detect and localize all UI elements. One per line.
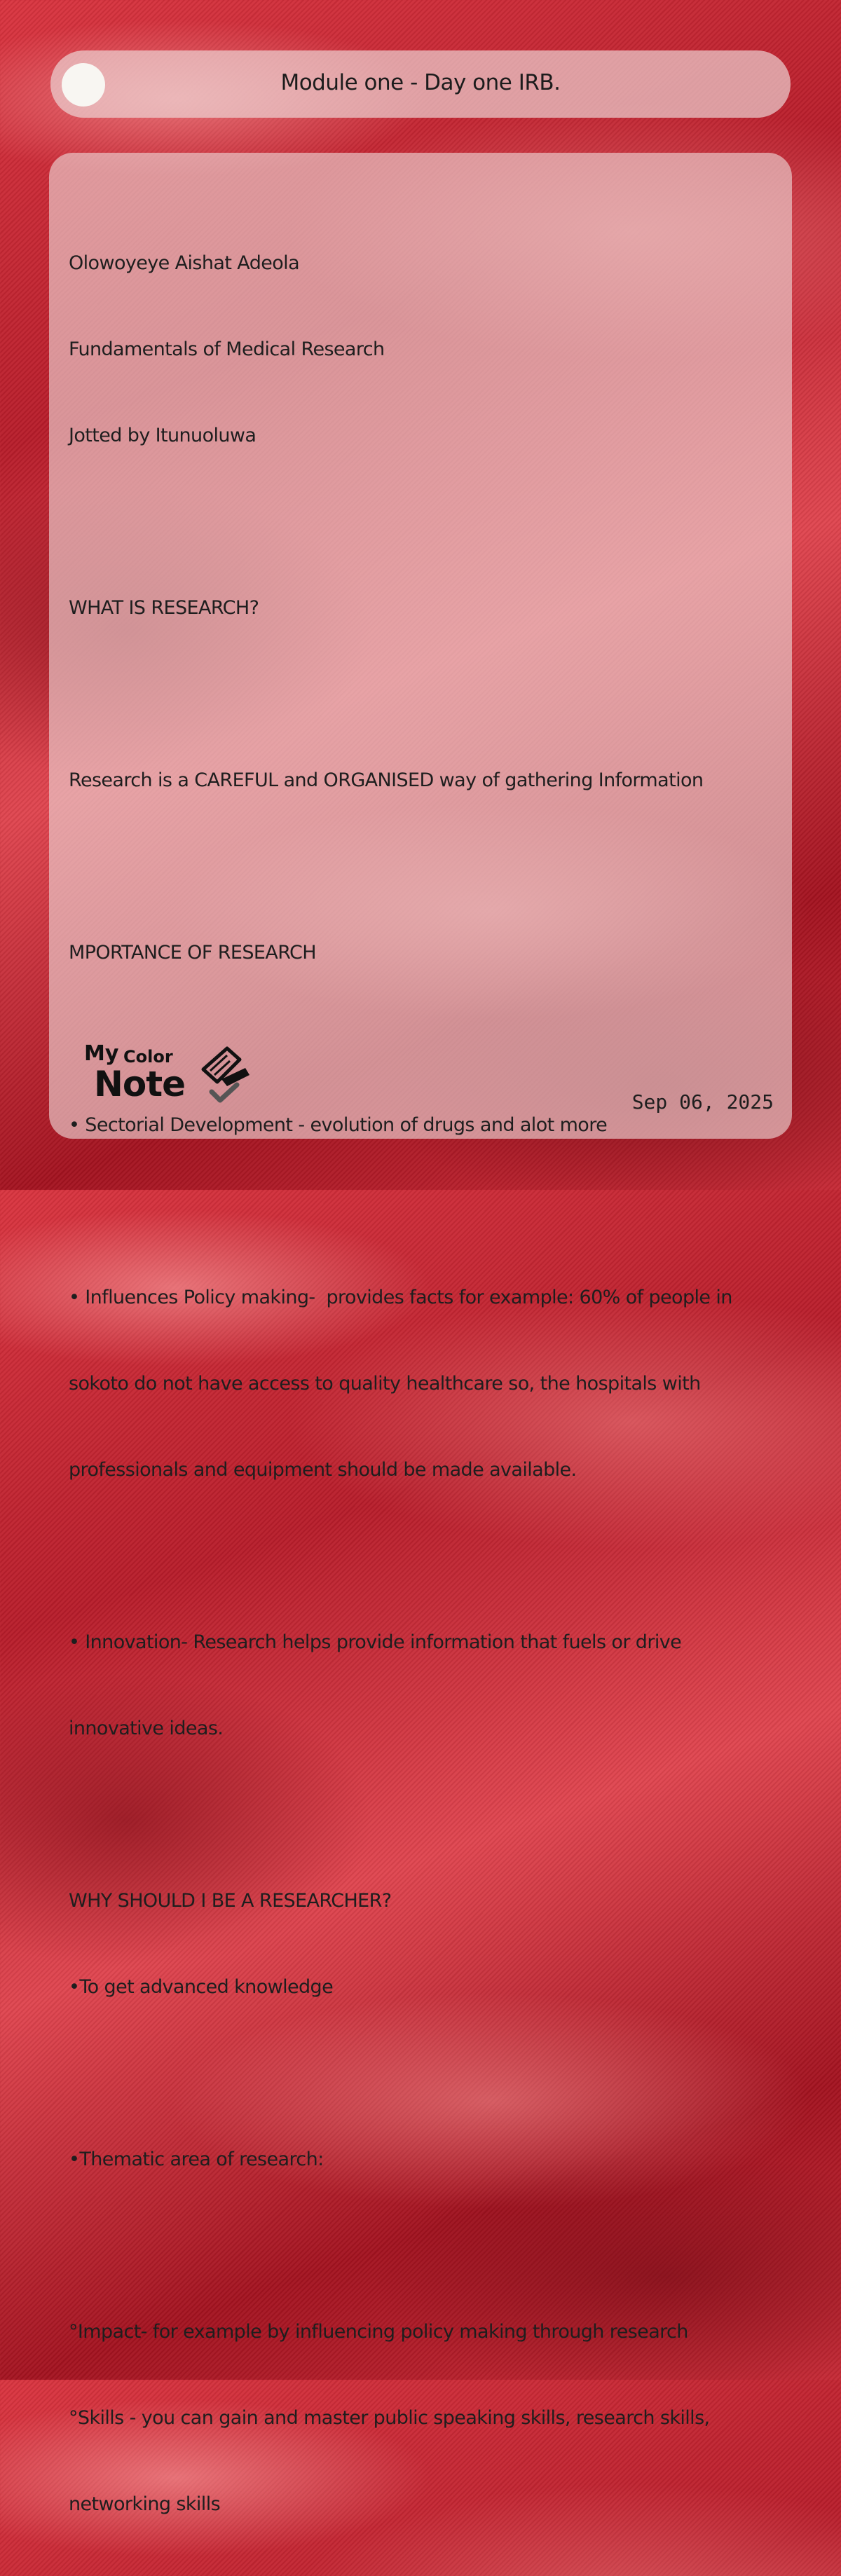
note-line: •To get advanced knowledge — [69, 1976, 334, 1998]
note-line: Olowoyeye Aishat Adeola — [69, 252, 300, 274]
logo-text-color: Color — [123, 1047, 173, 1067]
note-title: Module one - Day one IRB. — [280, 70, 561, 95]
note-line: Jotted by Itunuoluwa — [69, 425, 257, 446]
note-date: Sep 06, 2025 — [631, 1090, 774, 1114]
note-line: sokoto do not have access to quality healthcare so, the hospitals with — [69, 1373, 701, 1395]
note-line: •Thematic area of research: — [69, 2149, 324, 2170]
note-line: °Impact- for example by influencing policy making through research — [69, 2321, 688, 2343]
note-line — [69, 680, 777, 708]
note-line: Fundamentals of Medical Research — [69, 338, 385, 360]
logo-text-my: My — [84, 1041, 119, 1066]
note-line — [69, 1800, 777, 1829]
note-line: MPORTANCE OF RESEARCH — [69, 942, 317, 964]
app-logo — [84, 1041, 252, 1111]
note-line — [69, 1542, 777, 1570]
note-body — [69, 191, 777, 2576]
note-line — [69, 2231, 777, 2260]
note-line: • Innovation- Research helps provide information that fuels or drive — [69, 1631, 682, 1653]
note-line: • Influences Policy making- provides facts for example: 60% of people in — [69, 1287, 732, 1308]
note-line: professionals and equipment should be made available. — [69, 1459, 577, 1481]
note-line: innovative ideas. — [69, 1718, 224, 1739]
note-title-bar — [50, 50, 791, 118]
note-line: • Sectorial Development - evolution of drugs and alot more — [69, 1114, 608, 1136]
logo-text-note: Note — [94, 1064, 186, 1104]
note-card — [49, 153, 792, 2515]
note-line: °Skills - you can gain and master public speaking skills, research skills, — [69, 2407, 710, 2429]
pen-note-icon — [196, 1043, 252, 1106]
note-line — [69, 1197, 777, 1226]
note-line — [69, 2059, 777, 2088]
note-line — [69, 507, 777, 536]
note-line — [69, 852, 777, 881]
note-line: Research is a CAREFUL and ORGANISED way of gathering Information — [69, 769, 704, 791]
note-line: networking skills — [69, 2493, 221, 2515]
note-line: WHY SHOULD I BE A RESEARCHER? — [69, 1890, 392, 1912]
note-line: WHAT IS RESEARCH? — [69, 597, 259, 619]
